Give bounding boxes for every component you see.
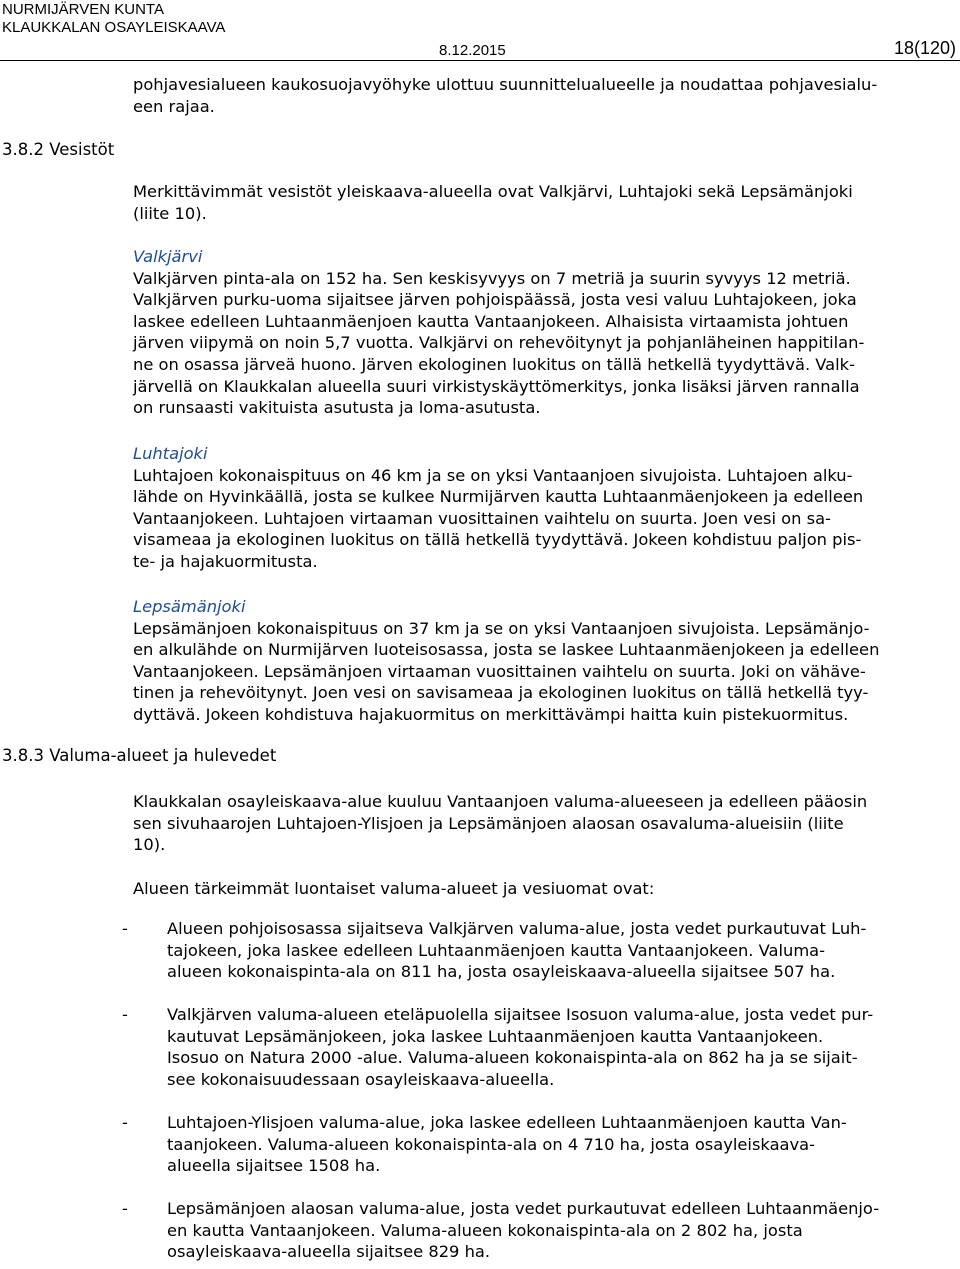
valuma-intro-paragraph: Klaukkalan osayleiskaava-alue kuuluu Vantaanjoen valuma-alueeseen ja edelleen pääosin sen sivuhaarojen Luhtajoen-Ylisjoen ja Lepsämänjoen alaosan osavaluma-alueisiin (liite 10). xyxy=(133,792,868,855)
list-dash: - xyxy=(122,1005,128,1024)
plan-name: KLAUKKALAN OSAYLEISKAAVA xyxy=(2,19,226,36)
list-dash: - xyxy=(122,1113,128,1132)
list-dash: - xyxy=(122,919,128,938)
valkjarvi-section: Valkjärvi Valkjärven pinta-ala on 152 ha. Sen keskisyvyys on 7 metriä ja suurin syvyys 12 metriä. Valkjärven purku-uoma sijaitsee järven pohjoispäässä, josta vesi valuu Luhtajokeen, joka laskee edelleen Luhtaanmäenjoen kautta Vantaanjokeen. Alhaisista virtaamista johtuen järven viipymä on noin 5,7 vuotta. Valkjärvi on rehevöitynyt ja pohjanläheinen happitilan- ne on osassa järveä huono. Järven ekologinen luokitus on tällä hetkellä tyydyttävä. Valk- järvellä on Klaukkalan alueella suuri virkistyskäyttömerkitys, jonka lisäksi järven rannalla on runsaasti vakituista asutusta ja loma-asutusta. xyxy=(133,246,955,419)
intro-paragraph: pohjavesialueen kaukosuojavyöhyke ulottuu suunnittelualueelle ja noudattaa pohjavesialu- een rajaa. xyxy=(133,75,878,116)
header-rule xyxy=(0,60,960,61)
valuma-lead-sentence: Alueen tärkeimmät luontaiset valuma-alueet ja vesiuomat ovat: xyxy=(133,879,655,898)
luhtajoki-section: Luhtajoki Luhtajoen kokonaispituus on 46 km ja se on yksi Vantaanjoen sivujoista. Luhtajoen alku- lähde on Hyvinkäällä, josta se kulkee Nurmijärven kautta Luhtaanmäenjokeen ja edelleen Vantaanjokeen. Luhtajoen virtaaman vuosittainen vaihtelu on suurta. Joen vesi on sa- visameaa ja ekologinen luokitus on tällä hetkellä tyydyttävä. Jokeen kohdistuu paljon pis- te- ja hajakuormitusta. xyxy=(133,443,955,573)
vesistot-intro-paragraph: Merkittävimmät vesistöt yleiskaava-alueella ovat Valkjärvi, Luhtajoki sekä Lepsämänjoki (liite 10). xyxy=(133,182,853,223)
list-dash: - xyxy=(122,1199,128,1218)
lepsamanjoki-section: Lepsämänjoki Lepsämänjoen kokonaispituus on 37 km ja se on yksi Vantaanjoen sivujoista. Lepsämänjo- en alkulähde on Nurmijärven luoteisosassa, josta se laskee Luhtaanmäenjokeen ja edelleen Vantaanjokeen. Lepsämänjoen virtaaman vuosittainen vaihtelu on suurta. Joki on vähäve- tinen ja rehevöitynyt. Joen vesi on savisameaa ja ekologinen luokitus on tällä hetkellä tyy- dyttävä. Jokeen kohdistuva hajakuormitus on merkittävämpi haitta kuin pistekuormitus. xyxy=(133,596,955,726)
page-number: 18(120) xyxy=(893,38,956,58)
document-date: 8.12.2015 xyxy=(439,42,506,59)
subheading-valkjarvi: Valkjärvi xyxy=(133,247,203,266)
organization-header xyxy=(2,1,225,37)
subheading-luhtajoki: Luhtajoki xyxy=(133,444,208,463)
section-heading-vesistot: 3.8.2 Vesistöt xyxy=(2,140,115,159)
org-name: NURMIJÄRVEN KUNTA xyxy=(2,1,164,18)
section-heading-valuma-alueet: 3.8.3 Valuma-alueet ja hulevedet xyxy=(2,746,277,765)
subheading-lepsamanjoki: Lepsämänjoki xyxy=(133,597,246,616)
